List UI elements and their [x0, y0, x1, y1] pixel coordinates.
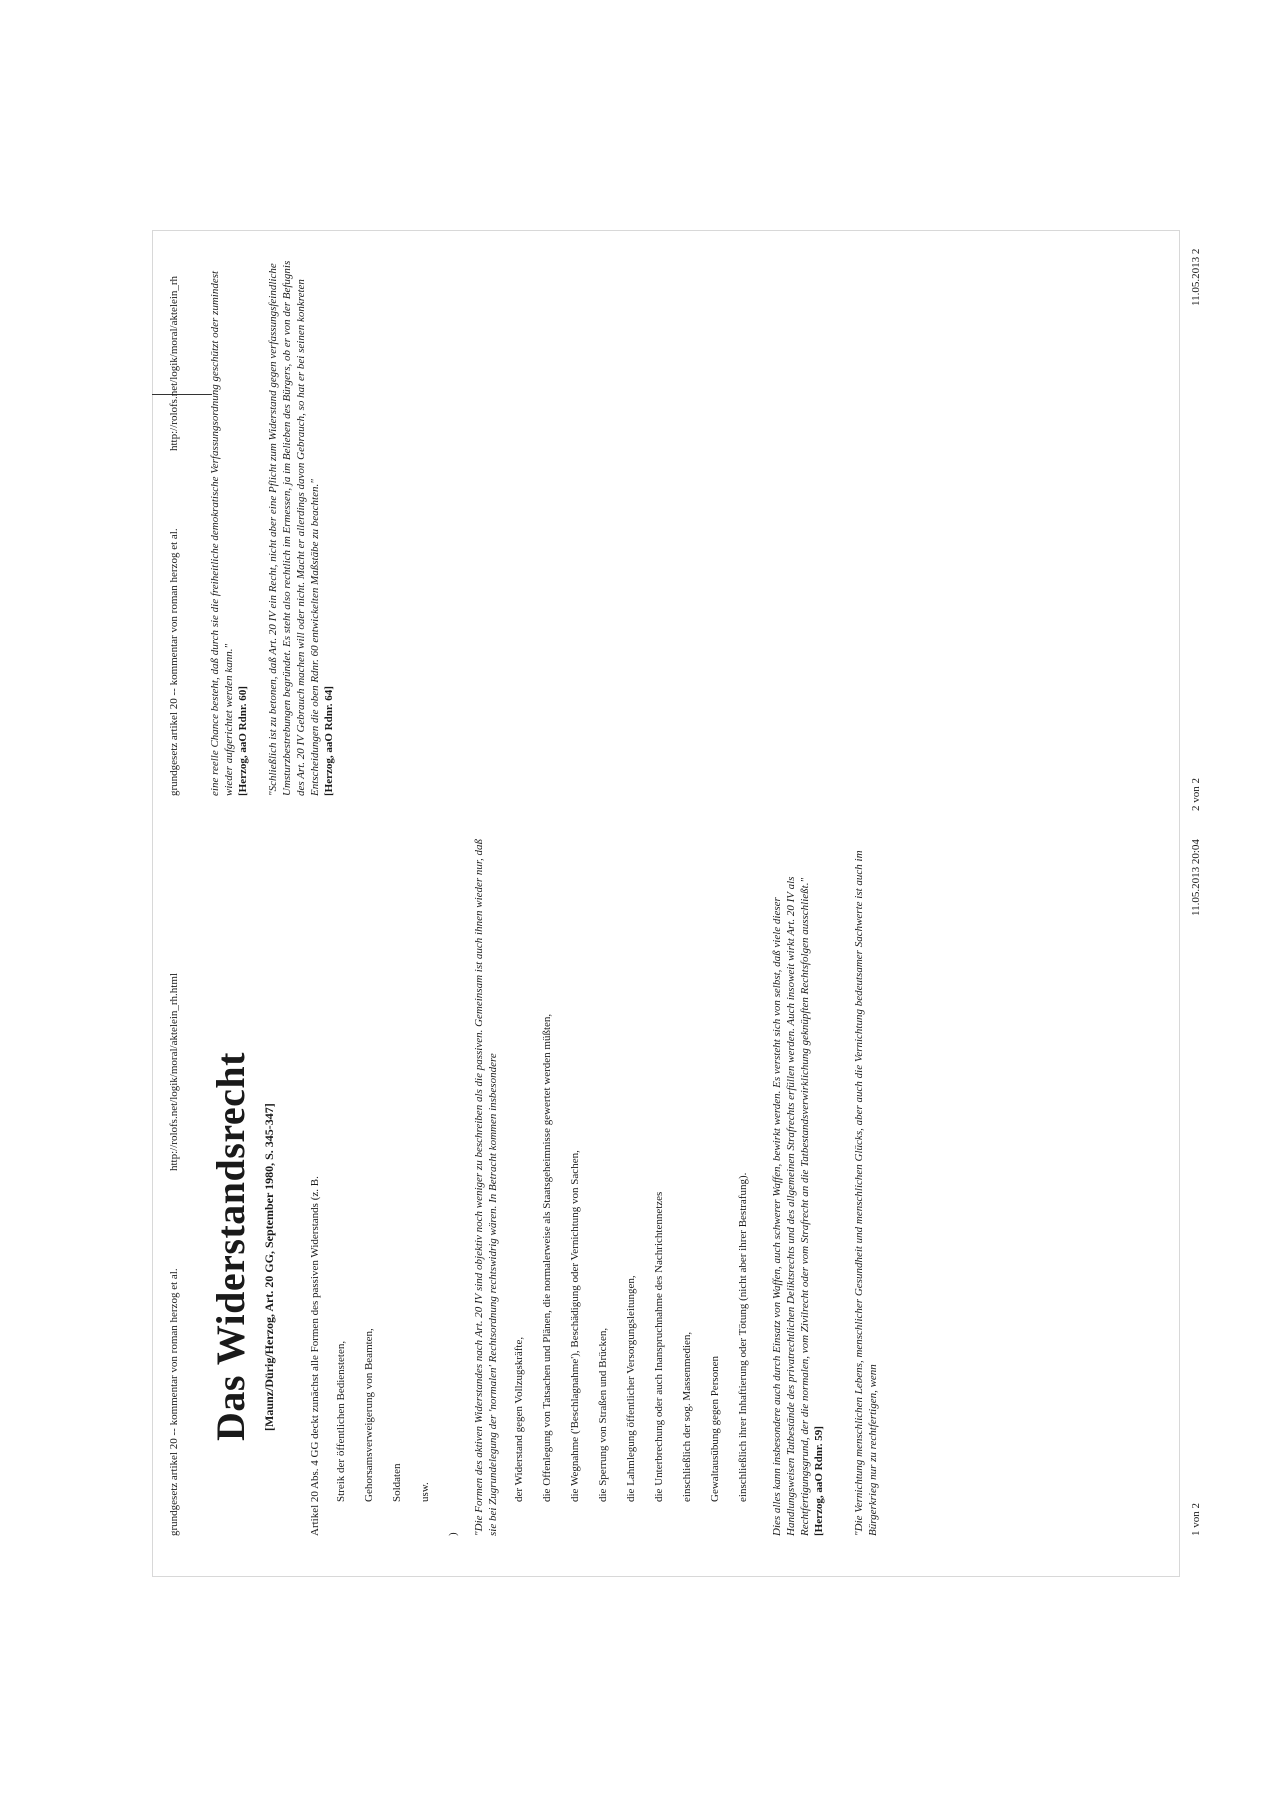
active-resistance-quote: "Die Formen des aktiven Widerstandes nach Art. 20 IV sind objektiv noch weniger zu beschreiben als die passiven. Gemeinsam ist auch ihnen wieder nur, daß sie bei Zugrundelegung der 'normalen' Rechtsordnung rechtswidrig wären. In Betracht kommen insbesondere: [473, 839, 499, 1536]
right-not-duty-quote: "Schließlich ist zu betonen, daß Art. 20 IV ein Recht, nicht aber eine Pflicht zum Widerstand gegen verfassungsfeindliche Umsturzbestrebungen begründet. Es steht also rechtlich im Ermessen, ja im Belieben des Bürgers, ob er von der Befugnis des Art. 20 IV Gebrauch machen will oder nicht. Macht er allerdings davon Gebrauch, so hat er bei seinen konkreten Entscheidungen die oben Rdnr. 60 entwickelten Maßstäbe zu beachten.": [267, 260, 321, 796]
passive-item: Streik der öffentlichen Bediensteten,: [335, 1340, 347, 1502]
right-header-url[interactable]: http://rolofs.net/logik/moral/aktelein_rh: [168, 275, 180, 451]
quote-continued-reference: [Herzog, aaO Rdnr. 60]: [237, 686, 249, 796]
passive-item: Soldaten: [391, 1463, 403, 1502]
active-item: die Lahmlegung öffentlicher Versorgungsleitungen,: [625, 1275, 637, 1502]
last-quote: "Die Vernichtung menschlichen Lebens, menschlicher Gesundheit und menschlichen Glücks, aber auch die Vernichtung bedeutsamer Sachwerte ist auch im Bürgerkrieg nur zu rechtfertigen, wenn: [853, 850, 879, 1536]
right-footer-date: 11.05.2013 2: [1190, 248, 1202, 306]
close-paren: ): [447, 1532, 459, 1536]
active-item: einschließlich der sog. Massenmedien,: [681, 1331, 693, 1502]
right-page-body: [208, 251, 348, 796]
right-footer-page-number: 2 von 2: [1190, 778, 1202, 811]
right-not-duty-reference: [Herzog, aaO Rdnr. 64]: [323, 686, 335, 796]
active-item: die Offenlegung von Tatsachen und Plänen, die normalerweise als Staatsgeheimnisse gewertet werden müßten,: [541, 1013, 553, 1502]
active-item: Gewaltausübung gegen Personen: [709, 1355, 721, 1502]
active-item: die Sperrung von Straßen und Brücken,: [597, 1327, 609, 1502]
left-page-body: [208, 836, 892, 1536]
weapons-reference: [Herzog, aaO Rdnr. 59]: [813, 1426, 825, 1536]
passive-item: Gehorsamsverweigerung von Beamten,: [363, 1328, 375, 1502]
page-divider-mark: [152, 394, 212, 395]
active-item: der Widerstand gegen Vollzugskräfte,: [513, 1336, 525, 1502]
active-item: einschließlich ihrer Inhaftierung oder Tötung (nicht aber ihrer Bestrafung).: [737, 1172, 749, 1502]
quote-continued: eine reelle Chance besteht, daß durch sie die freiheitliche demokratische Verfassungsordnung geschützt oder zumindest wieder aufgerichtet werden kann.": [209, 270, 235, 796]
page-title: Das Widerstandsrecht: [208, 1052, 253, 1441]
left-footer-page-number: 1 von 2: [1190, 1503, 1202, 1536]
intro-text: Artikel 20 Abs. 4 GG deckt zunächst alle Formen des passiven Widerstands (z. B.: [309, 1176, 321, 1536]
active-item: die Unterbrechung oder auch Inanspruchnahme des Nachrichtennetzes: [653, 1191, 665, 1502]
left-header-title: grundgesetz artikel 20 -- kommentar von roman herzog et al.: [168, 1268, 180, 1536]
passive-item: usw.: [419, 1482, 431, 1502]
page-subtitle: [Maunz/Dürig/Herzog, Art. 20 GG, September 1980, S. 345-347]: [262, 1103, 276, 1431]
active-item: die Wegnahme ('Beschlagnahme'), Beschädigung oder Vernichtung von Sachen,: [569, 1150, 581, 1502]
left-footer-date: 11.05.2013 20:04: [1190, 839, 1202, 916]
left-header-url[interactable]: http://rolofs.net/logik/moral/aktelein_rh.html: [168, 973, 180, 1171]
right-header-title: grundgesetz artikel 20 -- kommentar von roman herzog et al.: [168, 528, 180, 796]
weapons-quote: Dies alles kann insbesondere auch durch Einsatz von Waffen, auch schwerer Waffen, bewirkt werden. Es versteht sich von selbst, daß viele dieser Handlungsweisen Tatbestände des privatrechtlichen Deliktsrechts und des allgemeinen Strafrechts erfüllen werden. Auch insoweit wirkt Art. 20 IV als Rechtfertigungsgrund, der die normalen, vom Zivilrecht oder vom Strafrecht an die Tatbestandsverwirklichung geknüpften Rechtsfolgen ausschließt.": [771, 876, 811, 1536]
